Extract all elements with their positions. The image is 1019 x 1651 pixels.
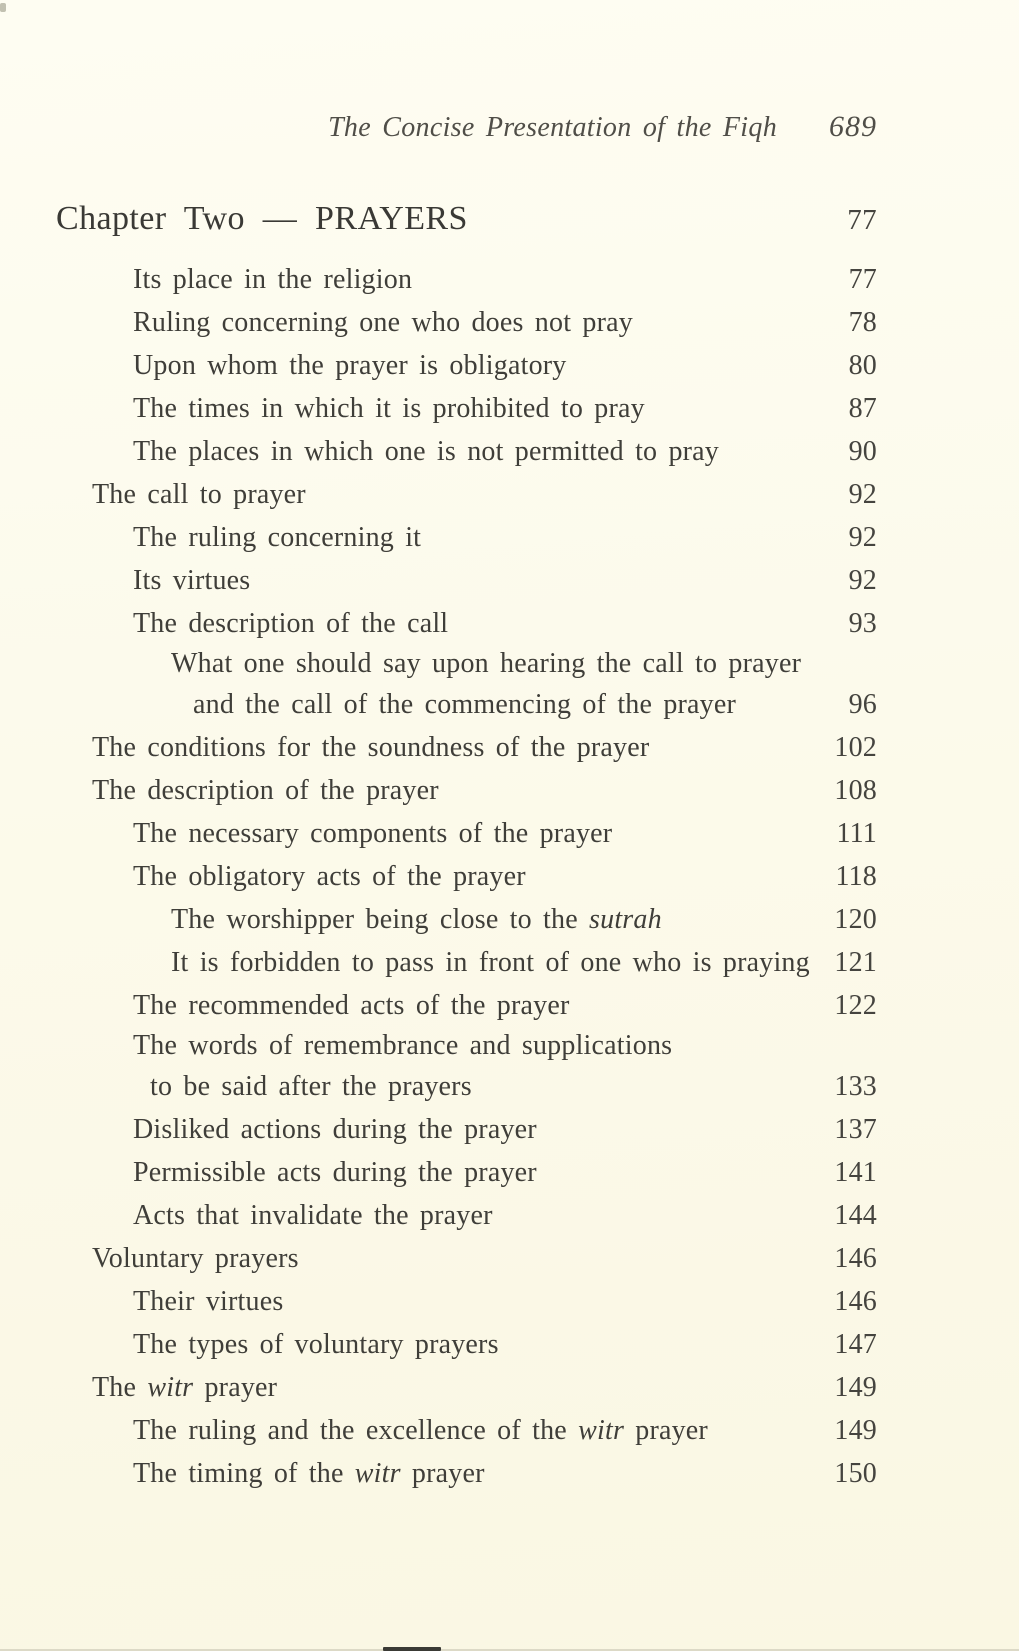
toc-entry-page: 133 — [834, 1071, 877, 1102]
toc-entry-text — [92, 726, 649, 769]
chapter-page-number: 77 — [847, 204, 877, 236]
toc-entry-segment: It is forbidden to pass in front of one who is praying — [171, 947, 810, 978]
toc-entry — [56, 1452, 877, 1495]
toc-entry-page: 147 — [834, 1329, 877, 1360]
toc-entry-segment: prayer — [193, 1372, 278, 1403]
toc-entry-segment: Its place in the religion — [133, 264, 413, 295]
toc-entry-segment: Voluntary prayers — [92, 1243, 299, 1274]
toc-entry-page: 78 — [848, 307, 877, 338]
toc-entry-text — [92, 1366, 277, 1409]
toc-entry-text — [171, 941, 810, 984]
toc-entry-text — [133, 430, 719, 473]
toc-entry-page: 144 — [834, 1200, 877, 1231]
toc-entry — [56, 1323, 877, 1366]
toc-entry-segment: Disliked actions during the prayer — [133, 1114, 537, 1145]
toc-entry — [56, 387, 877, 430]
toc-entry-page: 102 — [834, 732, 877, 763]
toc-entry-term-italic: witr — [354, 1458, 401, 1489]
toc-entry-page: 92 — [848, 522, 877, 553]
toc-entry-segment: The recommended acts of the prayer — [133, 990, 570, 1021]
toc-entry-text — [133, 984, 570, 1027]
toc-entry — [56, 855, 877, 898]
toc-entry-text — [150, 1065, 472, 1108]
toc-entry — [56, 559, 877, 602]
toc-entry — [56, 1027, 877, 1065]
toc-entry-segment: prayer — [624, 1415, 708, 1446]
toc-entry-segment: The worshipper being close to the — [171, 904, 590, 935]
toc-entry-text — [92, 1237, 299, 1280]
toc-entry-segment: The description of the call — [133, 608, 449, 639]
toc-entry-segment: The times in which it is prohibited to pray — [133, 393, 645, 424]
toc-entry-text — [133, 387, 645, 430]
toc-entry-text — [133, 812, 612, 855]
toc-entry — [56, 602, 877, 645]
toc-entries — [56, 258, 877, 1495]
toc-entry-text — [133, 1027, 672, 1065]
toc-entry-text — [133, 1280, 283, 1323]
toc-entry-page: 150 — [834, 1458, 877, 1489]
toc-entry-page: 111 — [836, 818, 877, 849]
running-title: The Concise Presentation of the Fiqh — [328, 112, 777, 143]
toc-entry — [56, 1108, 877, 1151]
toc-entry — [56, 1366, 877, 1409]
toc-entry-segment: Its virtues — [133, 565, 251, 596]
toc-entry-segment: The ruling and the excellence of the — [133, 1415, 579, 1446]
toc-entry-segment: The words of remembrance and supplications — [133, 1030, 673, 1061]
toc-entry-text — [133, 855, 526, 898]
toc-entry — [56, 1151, 877, 1194]
toc-entry-text — [133, 602, 448, 645]
toc-entry — [56, 473, 877, 516]
toc-entry-segment: Acts that invalidate the prayer — [133, 1200, 493, 1231]
toc-entry — [56, 984, 877, 1027]
chapter-title: Chapter Two — PRAYERS — [56, 200, 468, 237]
toc-entry-term-italic: witr — [147, 1372, 194, 1403]
toc-entry-text — [133, 1409, 708, 1452]
toc-entry — [56, 645, 877, 683]
toc-entry-page: 93 — [848, 608, 877, 639]
toc-entry-text — [133, 344, 567, 387]
toc-entry-page: 121 — [834, 947, 877, 978]
toc-entry-segment: Ruling concerning one who does not pray — [133, 307, 633, 338]
toc-entry-segment: and the call of the commencing of the prayer — [193, 689, 737, 720]
toc-entry-text — [92, 473, 306, 516]
toc-entry-text — [133, 1194, 493, 1237]
toc-entry-page: 137 — [834, 1114, 877, 1145]
toc-entry-segment: The ruling concerning it — [133, 522, 422, 553]
toc-entry — [56, 1194, 877, 1237]
toc-entry — [56, 941, 877, 984]
toc-entry-page: 122 — [834, 990, 877, 1021]
toc-entry-page: 92 — [848, 565, 877, 596]
toc-entry — [56, 812, 877, 855]
toc-entry-text — [133, 559, 250, 602]
toc-entry-term-italic: witr — [578, 1415, 625, 1446]
toc-entry-segment: The call to prayer — [92, 479, 306, 510]
toc-entry-page: 87 — [848, 393, 877, 424]
toc-entry-text — [92, 769, 439, 812]
toc-entry — [56, 898, 877, 941]
toc-entry-text — [171, 898, 662, 941]
toc-entry-text — [171, 645, 801, 683]
toc-entry — [56, 344, 877, 387]
toc-entry-page: 96 — [848, 689, 877, 720]
toc-entry — [56, 726, 877, 769]
toc-entry-segment: The types of voluntary prayers — [133, 1329, 499, 1360]
toc-entry-term-italic: sutrah — [589, 904, 662, 935]
toc-entry-page: 90 — [848, 436, 877, 467]
toc-entry — [56, 1409, 877, 1452]
toc-entry — [56, 1280, 877, 1323]
toc-entry-segment: prayer — [400, 1458, 485, 1489]
toc-entry-page: 77 — [848, 264, 877, 295]
toc-entry-segment: The — [92, 1372, 148, 1403]
toc-entry-segment: Their virtues — [133, 1286, 284, 1317]
toc-entry-segment: The obligatory acts of the prayer — [133, 861, 526, 892]
toc-entry-segment: Permissible acts during the prayer — [133, 1157, 537, 1188]
toc-entry — [56, 258, 877, 301]
toc-entry-page: 80 — [848, 350, 877, 381]
toc-entry-segment: The timing of the — [133, 1458, 355, 1489]
toc-entry — [56, 301, 877, 344]
toc-entry-page: 146 — [834, 1286, 877, 1317]
toc-entry-segment: The conditions for the soundness of the prayer — [92, 732, 650, 763]
toc-entry-text — [133, 1108, 537, 1151]
toc-entry-text — [133, 301, 633, 344]
toc-entry-page: 92 — [848, 479, 877, 510]
toc-entry-segment: The places in which one is not permitted to pray — [133, 436, 720, 467]
toc-entry-text — [193, 683, 736, 726]
toc-entry-segment: Upon whom the prayer is obligatory — [133, 350, 567, 381]
toc-entry-page: 108 — [834, 775, 877, 806]
scan-artifact-top-left — [0, 3, 6, 12]
toc-entry — [56, 516, 877, 559]
toc-entry-text — [133, 258, 412, 301]
toc-entry-page: 118 — [835, 861, 877, 892]
toc-entry-text — [133, 1452, 485, 1495]
toc-entry — [56, 1237, 877, 1280]
toc-entry-segment: The description of the prayer — [92, 775, 439, 806]
chapter-heading-row — [56, 196, 877, 242]
toc-entry-page: 146 — [834, 1243, 877, 1274]
page-header — [56, 110, 877, 144]
toc-entry-text — [133, 1151, 537, 1194]
toc-entry-segment: to be said after the prayers — [150, 1071, 472, 1102]
toc-entry-page: 149 — [834, 1415, 877, 1446]
toc-entry — [56, 430, 877, 473]
toc-entry-segment: What one should say upon hearing the call to prayer — [171, 648, 802, 679]
toc-entry — [56, 1065, 877, 1108]
toc-entry-page: 149 — [834, 1372, 877, 1403]
toc-entry-segment: The necessary components of the prayer — [133, 818, 613, 849]
toc-entry-page: 120 — [834, 904, 877, 935]
toc-entry-page: 141 — [834, 1157, 877, 1188]
toc-entry — [56, 683, 877, 726]
toc-entry — [56, 769, 877, 812]
page-number: 689 — [829, 110, 877, 143]
toc-entry-text — [133, 516, 421, 559]
toc-entry-text — [133, 1323, 499, 1366]
scan-artifact-bottom — [383, 1647, 441, 1651]
table-of-contents — [56, 196, 877, 1495]
